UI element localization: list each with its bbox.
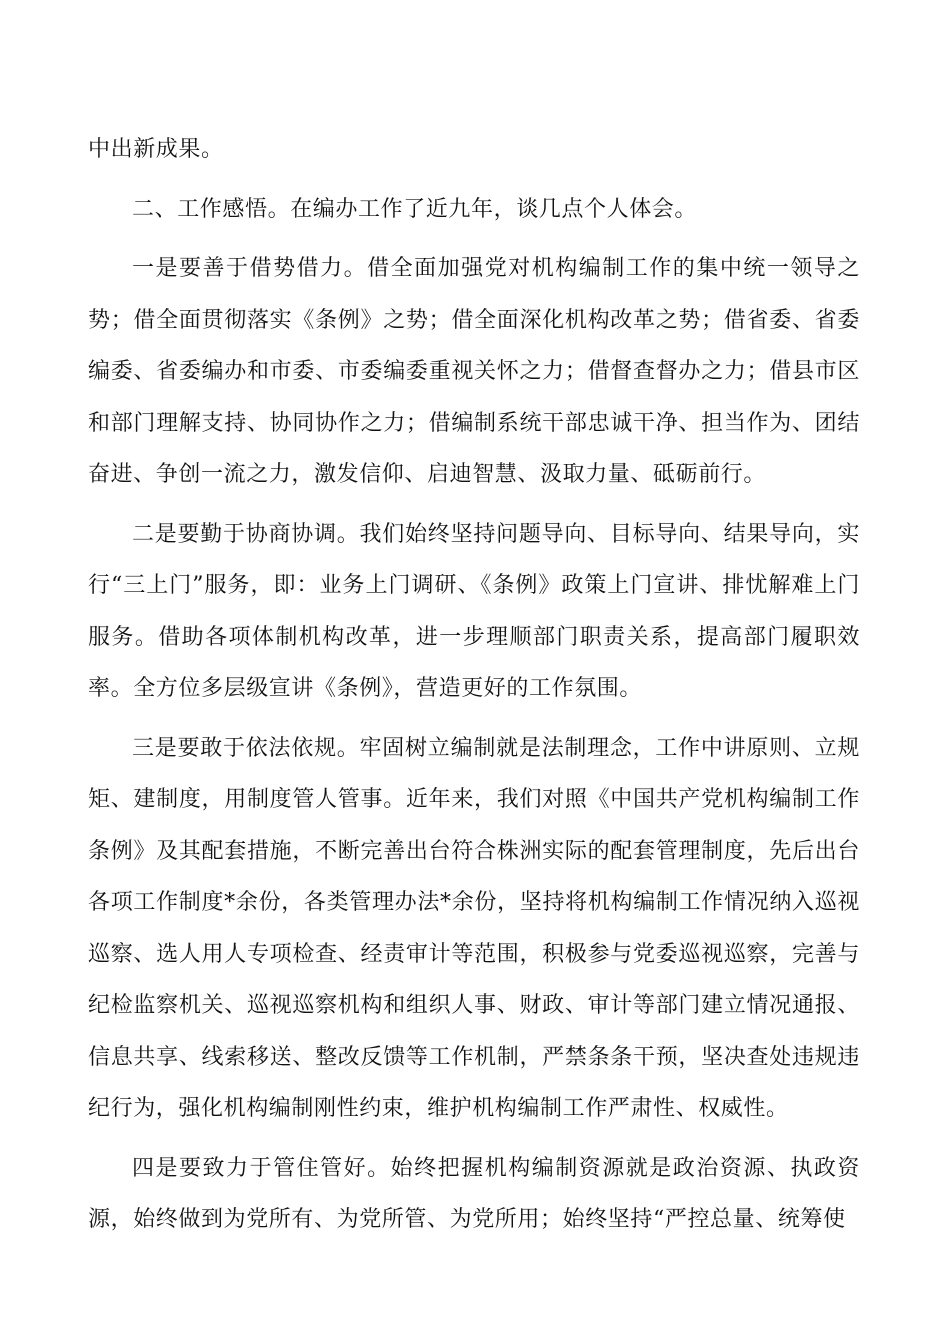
document-body [88,124,860,1254]
paragraph-continuation: 中出新成果。 [88,137,224,162]
paragraph-point-one: 一是要善于借势借力。借全面加强党对机构编制工作的集中统一领导之势；借全面贯彻落实《条例》之势；借全面深化机构改革之势；借省委、省委编委、省委编办和市委、市委编委重视关怀之力；借督查督办之力；借县市区和部门理解支持、协同协作之力；借编制系统干部忠诚干净、担当作为、团结奋进、争创一流之力，激发信仰、启迪智慧、汲取力量、砥砺前行。 [88,256,860,487]
paragraph-point-four: 四是要致力于管住管好。始终把握机构编制资源就是政治资源、执政资源，始终做到为党所有、为党所管、为党所用；始终坚持“严控总量、统筹使 [88,1155,860,1232]
paragraph-point-three: 三是要敢于依法依规。牢固树立编制就是法制理念，工作中讲原则、立规矩、建制度，用制度管人管事。近年来，我们对照《中国共产党机构编制工作条例》及其配套措施，不断完善出台符合株洲实际的配套管理制度，先后出台各项工作制度*余份，各类管理办法*余份，坚持将机构编制工作情况纳入巡视巡察、选人用人专项检查、经责审计等范围，积极参与党委巡视巡察，完善与纪检监察机关、巡视巡察机构和组织人事、财政、审计等部门建立情况通报、信息共享、线索移送、整改反馈等工作机制，严禁条条干预，坚决查处违规违纪行为，强化机构编制刚性约束，维护机构编制工作严肃性、权威性。 [88,735,860,1121]
paragraph-point-two: 二是要勤于协商协调。我们始终坚持问题导向、目标导向、结果导向，实行“三上门”服务，即：业务上门调研、《条例》政策上门宣讲、排忧解难上门服务。借助各项体制机构改革，进一步理顺部门职责关系，提高部门履职效率。全方位多层级宣讲《条例》，营造更好的工作氛围。 [88,521,860,701]
paragraph-section-heading: 二、工作感悟。在编办工作了近九年，谈几点个人体会。 [132,196,698,222]
